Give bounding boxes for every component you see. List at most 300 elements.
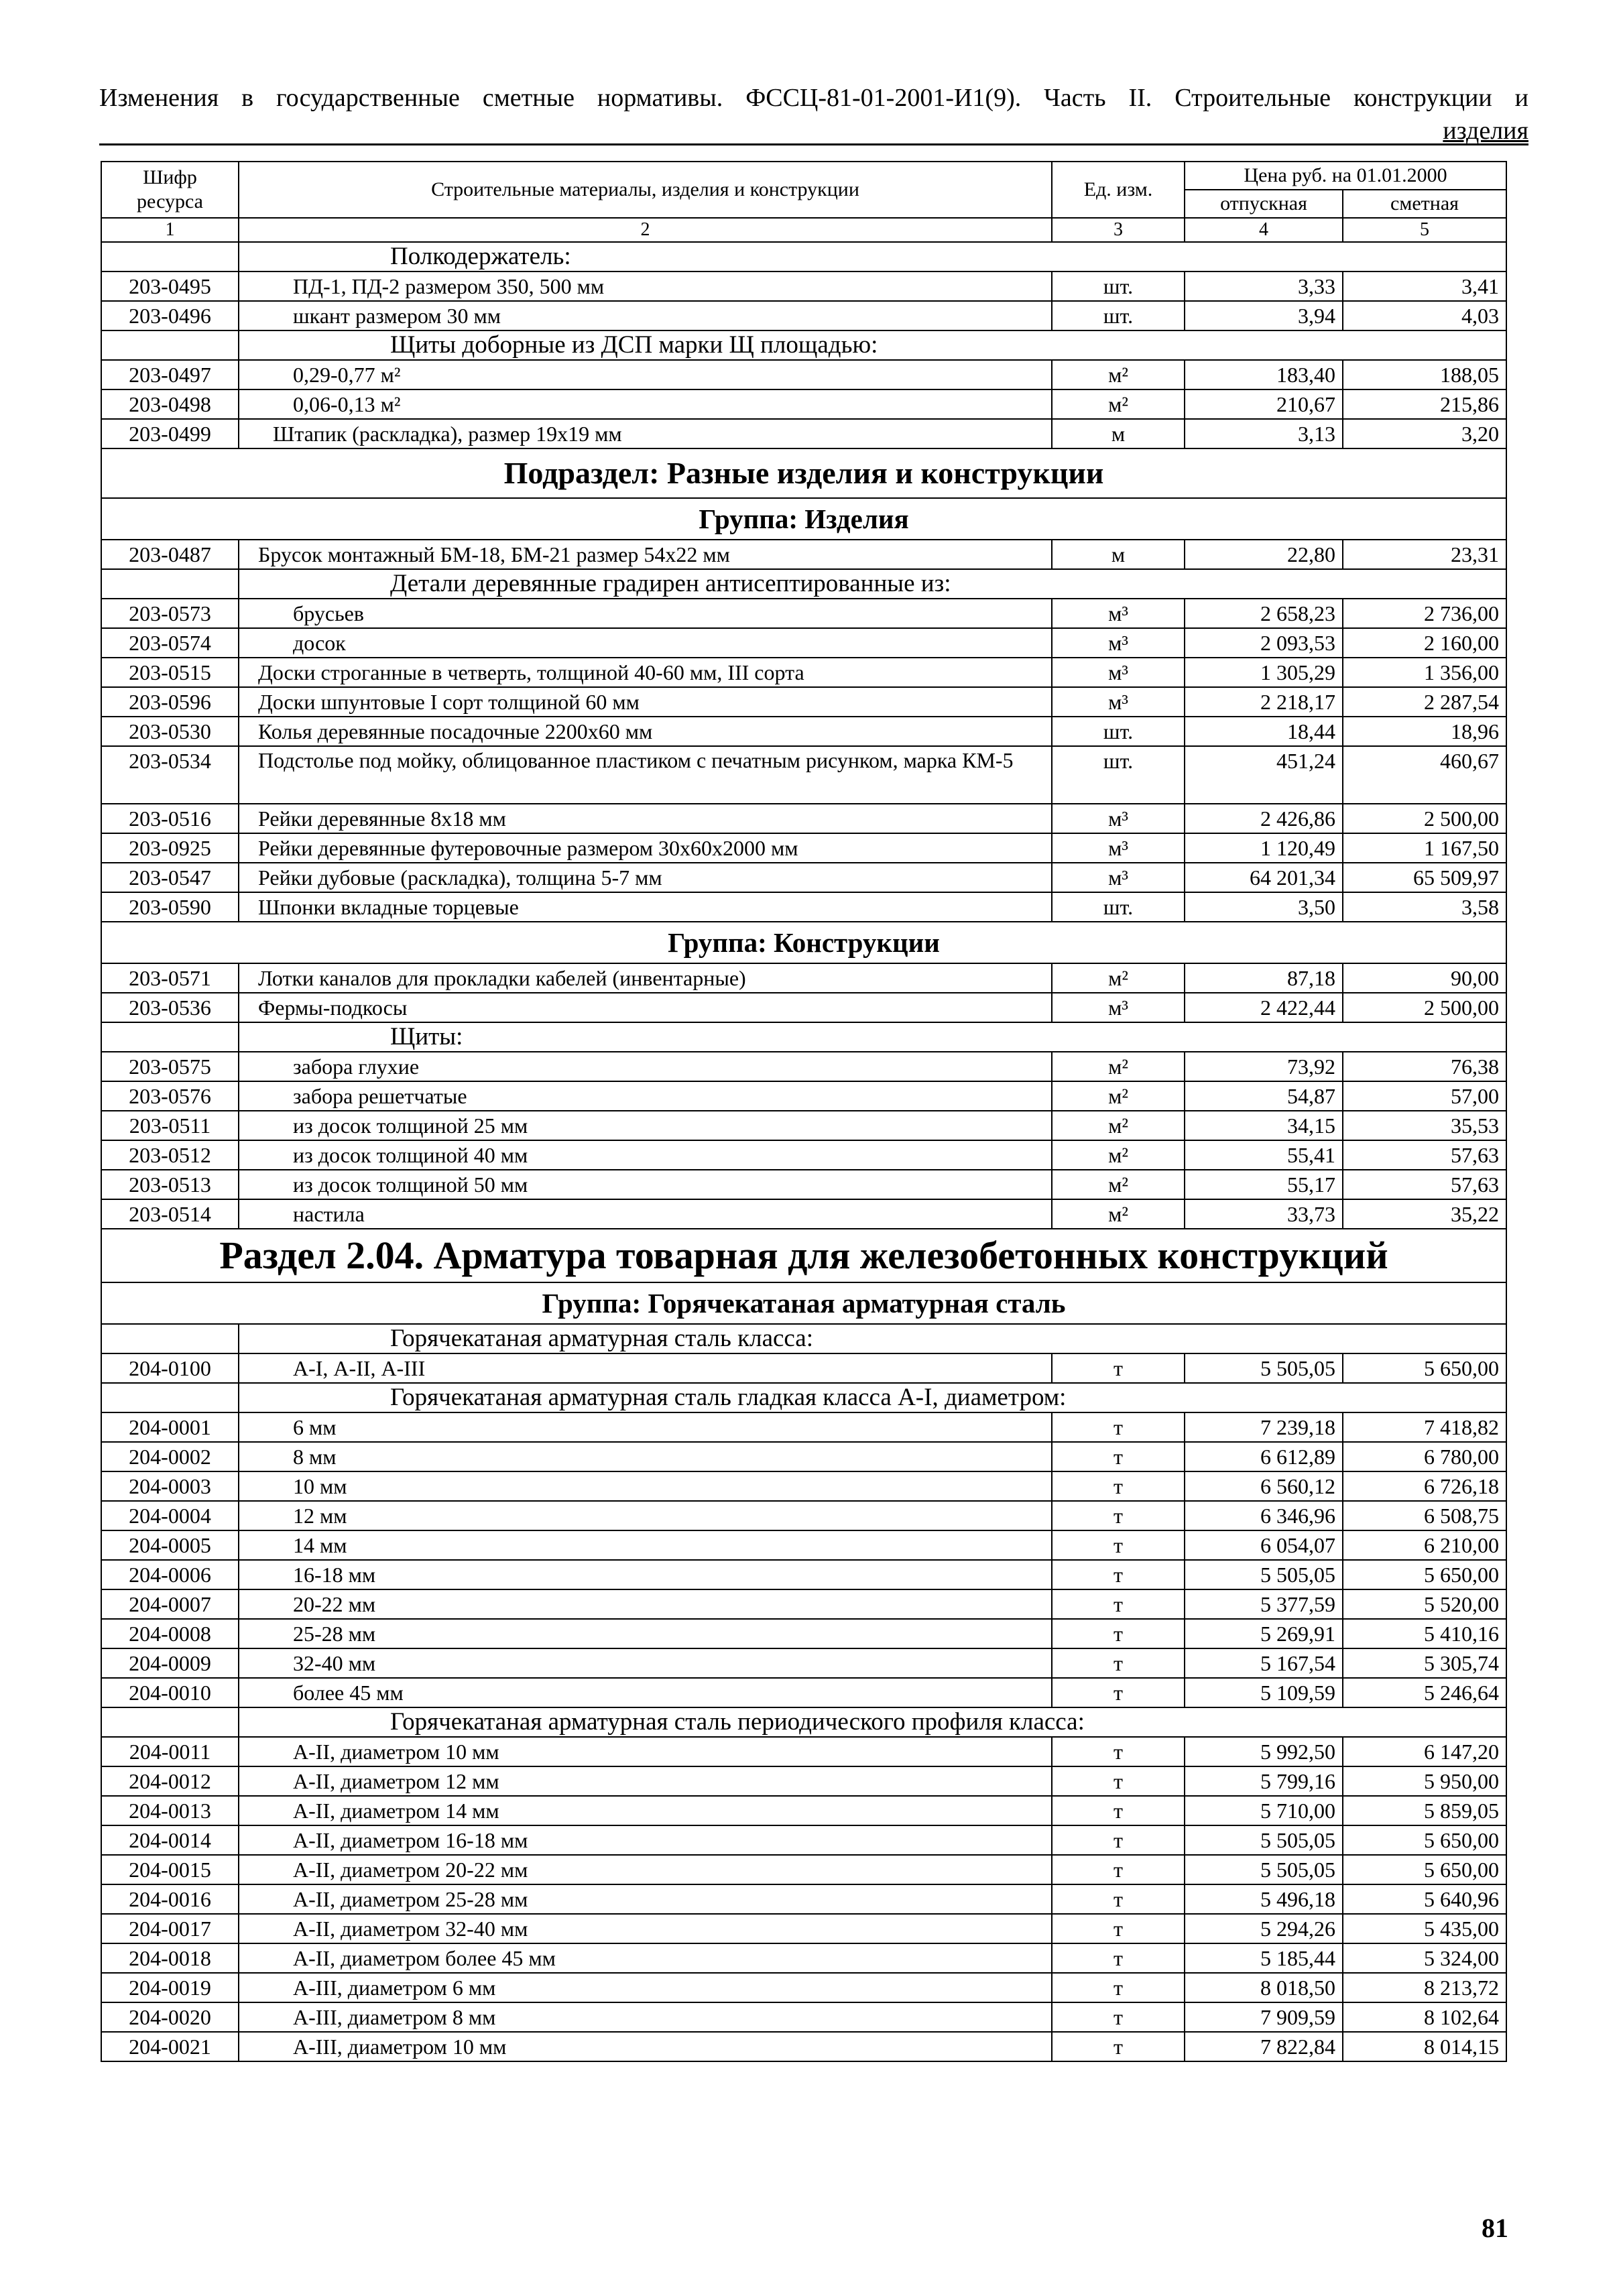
release-price: 22,80 (1185, 540, 1343, 569)
material-name: 0,06-0,13 м² (239, 389, 1052, 419)
col-header-unit: Ед. изм. (1052, 162, 1185, 218)
unit-cell: м² (1052, 360, 1185, 389)
estimate-price: 2 736,00 (1343, 599, 1506, 628)
resource-code: 203-0498 (101, 389, 239, 419)
resource-code: 204-0020 (101, 2002, 239, 2032)
unit-cell: м³ (1052, 993, 1185, 1022)
estimate-price: 2 500,00 (1343, 804, 1506, 833)
unit-cell: т (1052, 1855, 1185, 1884)
table-row (101, 1353, 1506, 1383)
col-index: 2 (239, 218, 1052, 242)
col-index: 3 (1052, 218, 1185, 242)
table-row (101, 1914, 1506, 1943)
estimate-price: 6 508,75 (1343, 1501, 1506, 1530)
estimate-price: 57,63 (1343, 1170, 1506, 1199)
code-cell-empty (101, 1383, 239, 1412)
material-name: 20-22 мм (239, 1589, 1052, 1619)
estimate-price: 215,86 (1343, 389, 1506, 419)
column-index-row (101, 218, 1506, 242)
estimate-price: 7 418,82 (1343, 1412, 1506, 1442)
unit-cell: шт. (1052, 746, 1185, 804)
release-price: 1 120,49 (1185, 833, 1343, 863)
estimate-price: 35,22 (1343, 1199, 1506, 1229)
table-row (101, 1412, 1506, 1442)
material-name: досок (239, 628, 1052, 658)
unit-cell: м² (1052, 1170, 1185, 1199)
release-price: 54,87 (1185, 1081, 1343, 1111)
unit-cell: т (1052, 1471, 1185, 1501)
table-row (101, 1973, 1506, 2002)
material-name: Колья деревянные посадочные 2200х60 мм (239, 717, 1052, 746)
resource-code: 204-0013 (101, 1796, 239, 1825)
table-row (101, 963, 1506, 993)
unit-cell: м² (1052, 389, 1185, 419)
estimate-price: 5 246,64 (1343, 1678, 1506, 1707)
resource-code: 204-0006 (101, 1560, 239, 1589)
group-title: Группа: Изделия (101, 498, 1506, 540)
category-row (101, 242, 1506, 271)
table-row (101, 419, 1506, 448)
material-name: из досок толщиной 40 мм (239, 1140, 1052, 1170)
estimate-price: 188,05 (1343, 360, 1506, 389)
release-price: 5 505,05 (1185, 1825, 1343, 1855)
table-row (101, 833, 1506, 863)
material-name: А-II, диаметром 16-18 мм (239, 1825, 1052, 1855)
table-header-row (101, 162, 1506, 190)
release-price: 183,40 (1185, 360, 1343, 389)
estimate-price: 5 859,05 (1343, 1796, 1506, 1825)
category-label: Горячекатаная арматурная сталь периодического профиля класса: (239, 1707, 1506, 1737)
resource-code: 204-0009 (101, 1648, 239, 1678)
group-title: Группа: Горячекатаная арматурная сталь (101, 1282, 1506, 1324)
table-row (101, 1737, 1506, 1766)
release-price: 2 658,23 (1185, 599, 1343, 628)
col-header-estimate-price: сметная (1343, 190, 1506, 218)
table-row (101, 1855, 1506, 1884)
table-row (101, 1560, 1506, 1589)
unit-cell: м³ (1052, 804, 1185, 833)
table-row (101, 1140, 1506, 1170)
resource-code: 203-0536 (101, 993, 239, 1022)
table-row (101, 993, 1506, 1022)
unit-cell: м³ (1052, 599, 1185, 628)
resource-code: 203-0495 (101, 271, 239, 301)
estimate-price: 5 640,96 (1343, 1884, 1506, 1914)
resource-code: 203-0516 (101, 804, 239, 833)
estimate-price: 3,20 (1343, 419, 1506, 448)
resource-code: 203-0573 (101, 599, 239, 628)
category-label: Полкодержатель: (239, 242, 1506, 271)
estimate-price: 5 520,00 (1343, 1589, 1506, 1619)
material-name: брусьев (239, 599, 1052, 628)
estimate-price: 5 650,00 (1343, 1560, 1506, 1589)
table-row (101, 389, 1506, 419)
unit-cell: т (1052, 1914, 1185, 1943)
material-name: Фермы-подкосы (239, 993, 1052, 1022)
table-row (101, 658, 1506, 687)
estimate-price: 3,41 (1343, 271, 1506, 301)
category-label: Щиты доборные из ДСП марки Щ площадью: (239, 330, 1506, 360)
material-name: Рейки дубовые (раскладка), толщина 5-7 мм (239, 863, 1052, 892)
table-row (101, 1648, 1506, 1678)
table-row (101, 1884, 1506, 1914)
release-price: 18,44 (1185, 717, 1343, 746)
resource-code: 203-0925 (101, 833, 239, 863)
release-price: 64 201,34 (1185, 863, 1343, 892)
material-name: 12 мм (239, 1501, 1052, 1530)
estimate-price: 18,96 (1343, 717, 1506, 746)
category-row (101, 569, 1506, 599)
estimate-price: 90,00 (1343, 963, 1506, 993)
unit-cell: т (1052, 1973, 1185, 2002)
release-price: 5 992,50 (1185, 1737, 1343, 1766)
release-price: 6 054,07 (1185, 1530, 1343, 1560)
resource-code: 203-0511 (101, 1111, 239, 1140)
release-price: 55,17 (1185, 1170, 1343, 1199)
unit-cell: т (1052, 1501, 1185, 1530)
release-price: 5 109,59 (1185, 1678, 1343, 1707)
resource-code: 203-0496 (101, 301, 239, 330)
material-name: из досок толщиной 50 мм (239, 1170, 1052, 1199)
table-row (101, 1619, 1506, 1648)
category-label: Щиты: (239, 1022, 1506, 1052)
table-row (101, 2032, 1506, 2061)
category-row (101, 1383, 1506, 1412)
unit-cell: т (1052, 1619, 1185, 1648)
unit-cell: шт. (1052, 271, 1185, 301)
material-name: Доски строганные в четверть, толщиной 40-60 мм, III сорта (239, 658, 1052, 687)
category-row (101, 330, 1506, 360)
estimate-price: 5 950,00 (1343, 1766, 1506, 1796)
resource-code: 203-0574 (101, 628, 239, 658)
table-row (101, 1199, 1506, 1229)
material-name: забора глухие (239, 1052, 1052, 1081)
estimate-price: 1 167,50 (1343, 833, 1506, 863)
unit-cell: т (1052, 1412, 1185, 1442)
material-name: более 45 мм (239, 1678, 1052, 1707)
estimate-price: 5 410,16 (1343, 1619, 1506, 1648)
material-name: забора решетчатые (239, 1081, 1052, 1111)
col-header-release-price: отпускная (1185, 190, 1343, 218)
unit-cell: м (1052, 540, 1185, 569)
material-name: А-III, диаметром 10 мм (239, 2032, 1052, 2061)
running-header-line2: изделия (1443, 117, 1528, 145)
release-price: 5 167,54 (1185, 1648, 1343, 1678)
table-row (101, 599, 1506, 628)
resource-code: 204-0021 (101, 2032, 239, 2061)
material-name: 8 мм (239, 1442, 1052, 1471)
estimate-price: 8 014,15 (1343, 2032, 1506, 2061)
material-name: Штапик (раскладка), размер 19х19 мм (239, 419, 1052, 448)
table-row (101, 892, 1506, 922)
resource-code: 204-0004 (101, 1501, 239, 1530)
release-price: 55,41 (1185, 1140, 1343, 1170)
estimate-price: 6 210,00 (1343, 1530, 1506, 1560)
table-row (101, 1530, 1506, 1560)
unit-cell: т (1052, 2002, 1185, 2032)
unit-cell: т (1052, 1589, 1185, 1619)
resource-code: 204-0015 (101, 1855, 239, 1884)
material-name: А-II, диаметром 10 мм (239, 1737, 1052, 1766)
release-price: 5 377,59 (1185, 1589, 1343, 1619)
resource-code: 204-0100 (101, 1353, 239, 1383)
code-cell-empty (101, 330, 239, 360)
material-name: Лотки каналов для прокладки кабелей (инвентарные) (239, 963, 1052, 993)
release-price: 5 505,05 (1185, 1353, 1343, 1383)
material-name: шкант размером 30 мм (239, 301, 1052, 330)
material-name: А-III, диаметром 8 мм (239, 2002, 1052, 2032)
release-price: 5 505,05 (1185, 1855, 1343, 1884)
unit-cell: т (1052, 1442, 1185, 1471)
unit-cell: м² (1052, 1052, 1185, 1081)
table-row (101, 1796, 1506, 1825)
estimate-price: 4,03 (1343, 301, 1506, 330)
section-title: Раздел 2.04. Арматура товарная для железобетонных конструкций (101, 1229, 1506, 1282)
estimate-price: 2 500,00 (1343, 993, 1506, 1022)
material-name: настила (239, 1199, 1052, 1229)
subsection-row (101, 448, 1506, 498)
estimate-price: 5 650,00 (1343, 1825, 1506, 1855)
release-price: 5 505,05 (1185, 1560, 1343, 1589)
col-header-name: Строительные материалы, изделия и конструкции (239, 162, 1052, 218)
release-price: 3,33 (1185, 271, 1343, 301)
estimate-price: 6 780,00 (1343, 1442, 1506, 1471)
estimate-price: 3,58 (1343, 892, 1506, 922)
resource-code: 204-0014 (101, 1825, 239, 1855)
page-number: 81 (1482, 2213, 1508, 2243)
group-title: Группа: Конструкции (101, 922, 1506, 963)
estimate-price: 1 356,00 (1343, 658, 1506, 687)
release-price: 8 018,50 (1185, 1973, 1343, 2002)
category-row (101, 1707, 1506, 1737)
release-price: 5 185,44 (1185, 1943, 1343, 1973)
estimate-price: 57,63 (1343, 1140, 1506, 1170)
table-row (101, 1081, 1506, 1111)
table-row (101, 1943, 1506, 1973)
unit-cell: т (1052, 1648, 1185, 1678)
release-price: 5 294,26 (1185, 1914, 1343, 1943)
code-cell-empty (101, 569, 239, 599)
running-header-line1: Изменения в государственные сметные нормативы. ФССЦ-81-01-2001-И1(9). Часть II. Строительные конструкции и (99, 84, 1528, 112)
unit-cell: т (1052, 1825, 1185, 1855)
table-row (101, 1678, 1506, 1707)
col-index: 4 (1185, 218, 1343, 242)
code-cell-empty (101, 1707, 239, 1737)
release-price: 6 560,12 (1185, 1471, 1343, 1501)
estimate-price: 8 102,64 (1343, 2002, 1506, 2032)
material-name: 32-40 мм (239, 1648, 1052, 1678)
estimate-price: 76,38 (1343, 1052, 1506, 1081)
material-name: из досок толщиной 25 мм (239, 1111, 1052, 1140)
estimate-price: 5 324,00 (1343, 1943, 1506, 1973)
resource-code: 204-0003 (101, 1471, 239, 1501)
estimate-price: 8 213,72 (1343, 1973, 1506, 2002)
resource-code: 204-0005 (101, 1530, 239, 1560)
material-name: 16-18 мм (239, 1560, 1052, 1589)
unit-cell: шт. (1052, 717, 1185, 746)
material-name: А-II, диаметром 25-28 мм (239, 1884, 1052, 1914)
release-price: 7 909,59 (1185, 2002, 1343, 2032)
table-row (101, 1052, 1506, 1081)
section-row (101, 1229, 1506, 1282)
table-row (101, 863, 1506, 892)
material-name: Брусок монтажный БМ-18, БМ-21 размер 54х22 мм (239, 540, 1052, 569)
estimate-price: 5 435,00 (1343, 1914, 1506, 1943)
code-cell-empty (101, 242, 239, 271)
group-row (101, 1282, 1506, 1324)
material-name: Доски шпунтовые I сорт толщиной 60 мм (239, 687, 1052, 717)
table-row (101, 1111, 1506, 1140)
table-row (101, 804, 1506, 833)
release-price: 210,67 (1185, 389, 1343, 419)
resource-code: 203-0530 (101, 717, 239, 746)
unit-cell: т (1052, 1530, 1185, 1560)
material-name: 14 мм (239, 1530, 1052, 1560)
table-row (101, 1170, 1506, 1199)
release-price: 7 822,84 (1185, 2032, 1343, 2061)
resource-code: 203-0571 (101, 963, 239, 993)
resource-code: 204-0016 (101, 1884, 239, 1914)
release-price: 2 422,44 (1185, 993, 1343, 1022)
material-name: 25-28 мм (239, 1619, 1052, 1648)
unit-cell: м³ (1052, 658, 1185, 687)
unit-cell: м (1052, 419, 1185, 448)
table-row (101, 540, 1506, 569)
material-name: Рейки деревянные футеровочные размером 30х60х2000 мм (239, 833, 1052, 863)
material-name: А-II, диаметром более 45 мм (239, 1943, 1052, 1973)
code-cell-empty (101, 1022, 239, 1052)
unit-cell: м² (1052, 1199, 1185, 1229)
resource-code: 204-0012 (101, 1766, 239, 1796)
material-name: Рейки деревянные 8х18 мм (239, 804, 1052, 833)
release-price: 5 799,16 (1185, 1766, 1343, 1796)
estimate-price: 6 147,20 (1343, 1737, 1506, 1766)
table-row (101, 628, 1506, 658)
material-name: А-III, диаметром 6 мм (239, 1973, 1052, 2002)
code-cell-empty (101, 1324, 239, 1353)
col-header-price: Цена руб. на 01.01.2000 (1185, 162, 1506, 190)
unit-cell: шт. (1052, 301, 1185, 330)
estimate-price: 2 160,00 (1343, 628, 1506, 658)
resource-code: 203-0512 (101, 1140, 239, 1170)
unit-cell: т (1052, 1943, 1185, 1973)
unit-cell: м² (1052, 1081, 1185, 1111)
resource-code: 203-0596 (101, 687, 239, 717)
release-price: 2 093,53 (1185, 628, 1343, 658)
resource-code: 204-0001 (101, 1412, 239, 1442)
resource-code: 203-0515 (101, 658, 239, 687)
resource-code: 203-0499 (101, 419, 239, 448)
resource-code: 203-0590 (101, 892, 239, 922)
release-price: 3,50 (1185, 892, 1343, 922)
material-name: Шпонки вкладные торцевые (239, 892, 1052, 922)
unit-cell: м³ (1052, 863, 1185, 892)
table-row (101, 717, 1506, 746)
unit-cell: т (1052, 1766, 1185, 1796)
category-row (101, 1324, 1506, 1353)
material-name: 0,29-0,77 м² (239, 360, 1052, 389)
group-row (101, 922, 1506, 963)
unit-cell: т (1052, 1560, 1185, 1589)
resource-code: 204-0011 (101, 1737, 239, 1766)
estimate-price: 460,67 (1343, 746, 1506, 804)
table-row (101, 301, 1506, 330)
release-price: 87,18 (1185, 963, 1343, 993)
table-row (101, 360, 1506, 389)
col-index: 5 (1343, 218, 1506, 242)
material-name: А-II, диаметром 14 мм (239, 1796, 1052, 1825)
price-table (101, 161, 1507, 2062)
estimate-price: 35,53 (1343, 1111, 1506, 1140)
resource-code: 203-0547 (101, 863, 239, 892)
resource-code: 203-0575 (101, 1052, 239, 1081)
release-price: 2 426,86 (1185, 804, 1343, 833)
unit-cell: т (1052, 1737, 1185, 1766)
material-name: А-II, диаметром 20-22 мм (239, 1855, 1052, 1884)
table-row (101, 271, 1506, 301)
unit-cell: т (1052, 2032, 1185, 2061)
table-row (101, 2002, 1506, 2032)
resource-code: 204-0007 (101, 1589, 239, 1619)
estimate-price: 2 287,54 (1343, 687, 1506, 717)
unit-cell: м² (1052, 1140, 1185, 1170)
unit-cell: м³ (1052, 628, 1185, 658)
release-price: 34,15 (1185, 1111, 1343, 1140)
col-header-code: Шифр ресурса (101, 162, 239, 218)
resource-code: 203-0487 (101, 540, 239, 569)
unit-cell: т (1052, 1678, 1185, 1707)
resource-code: 204-0010 (101, 1678, 239, 1707)
release-price: 1 305,29 (1185, 658, 1343, 687)
estimate-price: 5 650,00 (1343, 1353, 1506, 1383)
running-header (99, 80, 1528, 146)
resource-code: 203-0514 (101, 1199, 239, 1229)
subsection-title: Подраздел: Разные изделия и конструкции (101, 448, 1506, 498)
resource-code: 204-0019 (101, 1973, 239, 2002)
category-label: Горячекатаная арматурная сталь гладкая класса А-I, диаметром: (239, 1383, 1506, 1412)
header-rule (99, 143, 1528, 145)
unit-cell: шт. (1052, 892, 1185, 922)
estimate-price: 5 305,74 (1343, 1648, 1506, 1678)
resource-code: 203-0497 (101, 360, 239, 389)
resource-code: 203-0513 (101, 1170, 239, 1199)
release-price: 5 710,00 (1185, 1796, 1343, 1825)
resource-code: 204-0008 (101, 1619, 239, 1648)
resource-code: 204-0018 (101, 1943, 239, 1973)
unit-cell: м² (1052, 963, 1185, 993)
release-price: 5 496,18 (1185, 1884, 1343, 1914)
release-price: 451,24 (1185, 746, 1343, 804)
release-price: 7 239,18 (1185, 1412, 1343, 1442)
estimate-price: 23,31 (1343, 540, 1506, 569)
unit-cell: м² (1052, 1111, 1185, 1140)
release-price: 33,73 (1185, 1199, 1343, 1229)
unit-cell: т (1052, 1796, 1185, 1825)
table-row (101, 1589, 1506, 1619)
table-row (101, 687, 1506, 717)
unit-cell: т (1052, 1884, 1185, 1914)
release-price: 5 269,91 (1185, 1619, 1343, 1648)
material-name: 6 мм (239, 1412, 1052, 1442)
unit-cell: м³ (1052, 833, 1185, 863)
release-price: 73,92 (1185, 1052, 1343, 1081)
release-price: 2 218,17 (1185, 687, 1343, 717)
estimate-price: 6 726,18 (1343, 1471, 1506, 1501)
table-row (101, 1501, 1506, 1530)
material-name: Подстолье под мойку, облицованное пластиком с печатным рисунком, марка КМ-5 (239, 746, 1052, 804)
release-price: 3,94 (1185, 301, 1343, 330)
material-name: А-I, А-II, А-III (239, 1353, 1052, 1383)
